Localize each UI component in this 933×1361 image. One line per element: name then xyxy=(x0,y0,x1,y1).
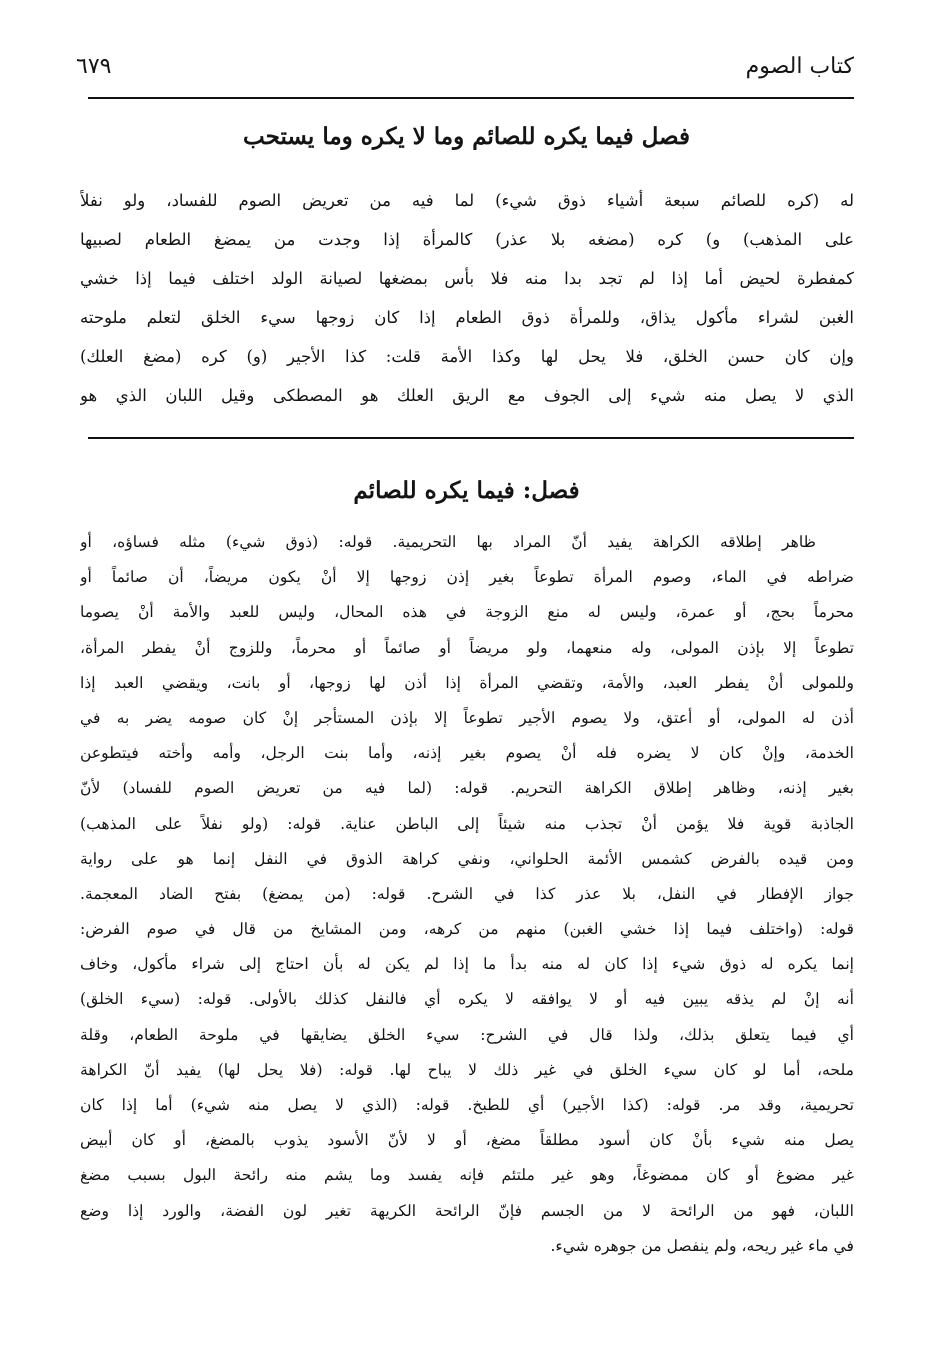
matn-heading: فصل فيما يكره للصائم وما لا يكره وما يستحب xyxy=(243,123,690,150)
sharh-line: غير مضوغ أو كان ممضوغاً، وهو غير ملتئم فإنه يفسد وما يشم منه رائحة البول بسبب مضغ xyxy=(80,1166,854,1185)
sharh-line: قوله: (واختلف فيما إذا خشي الغبن) منهم من كرهه، ومن المشايخ من قال في صوم الفرض: xyxy=(80,920,854,939)
matn-line: على المذهب) و) كره (مضغه بلا عذر) كالمرأة إذا وجدت من يمضغ الطعام لصبيها xyxy=(80,230,854,249)
sharh-line: في ماء غير ريحه، ولم ينفصل من جوهره شيء. xyxy=(550,1236,854,1255)
sharh-line: جواز الإفطار في النفل، بلا عذر كذا في الشرح. قوله: (من يمضغ) بفتح الضاد المعجمة. xyxy=(80,884,854,903)
running-header xyxy=(64,48,854,88)
header-divider xyxy=(88,97,854,99)
sharh-line: أي فيما يتعلق بذلك، ولذا قال في الشرح: سيء الخلق يضايقها في ملوحة الطعام، وقلة xyxy=(80,1025,854,1044)
sharh-line: إنما يكره له ذوق شيء إذا كان له منه بدأ ما إذا لم يكن له بأن احتاج إلى شراء مأكول، وخاف xyxy=(80,955,854,974)
sharh-line: يصل منه شيء بأنْ كان أسود مطلقاً مضغ، أو لا لأنّ الأسود يذوب بالمضغ، أو كان أبيض xyxy=(80,1131,854,1150)
sharh-line: الجاذبة قوية فلا يؤمن أنْ تجذب منه شيئاً إلى الباطن عناية. قوله: (ولو نفلاً على المذهب) xyxy=(80,814,854,833)
page-number: ٦٧٩ xyxy=(76,54,112,79)
sharh-line: أنه إنْ لم يذقه يبين فيه أو لا يوافقه لا يكره أي فالنفل كذلك بالأولى. قوله: (سيء الخلق) xyxy=(80,990,854,1009)
sharh-line: تطوعاً إلا بإذن المولى، وله منعهما، ولو مريضاً أو صائماً أو محرماً، وللزوج أنْ يفطر المرأة، xyxy=(80,638,854,657)
sharh-line: أذن له المولى، أو أعتق، ولا يصوم الأجير تطوعاً إلا بإذن المستأجر إنْ كان صومه يضر به في xyxy=(80,708,854,727)
sharh-line: تحريمية، وقد مر. قوله: (كذا الأجير) أي للطبخ. قوله: (الذي لا يصل منه شيء) أما إذا كان xyxy=(80,1096,854,1114)
sharh-line: الخدمة، وإنْ كان لا يضره فله أنْ يصوم بغير إذنه، وأما بنت الرجل، وأمه وأخته فيتطوعن xyxy=(80,744,854,763)
sharh-heading: فصل: فيما يكره للصائم xyxy=(353,477,580,504)
sharh-line: ضراطه في الماء، وصوم المرأة تطوعاً بغير إذن زوجها إلا أنْ يكون مريضاً، أن صائماً أو xyxy=(80,568,854,587)
sharh-line: ومن قيده بالفرض كشمس الأئمة الحلواني، ونفي كراهة الذوق في النفل إنما هو على رواية xyxy=(80,849,854,868)
sharh-line: وللمولى أنْ يفطر العبد، والأمة، وتقضي المرأة إذا أذن لها زوجها، أو بانت، ويقضي العبد إذا xyxy=(80,673,854,692)
matn-line: كمفطرة لحيض أما إذا لم تجد بدا منه فلا بأس بمضغها لصيانة الولد اختلف فيما إذا خشي xyxy=(80,269,854,288)
sharh-line: ملحه، أما لو كان سيء الخلق في غير ذلك لا يباح لها. قوله: (فلا يحل لها) يفيد أنّ الكراهة xyxy=(80,1060,854,1079)
sharh-text xyxy=(80,525,854,1264)
matn-text xyxy=(80,181,854,415)
book-title: كتاب الصوم xyxy=(745,54,854,79)
sharh-line: بغير إذنه، وظاهر إطلاق الكراهة التحريم. قوله: (لما فيه من تعريض الصوم للفساد) لأنّ xyxy=(80,779,854,798)
sharh-line: محرماً بحج، أو عمرة، وليس له منع الزوجة في هذه المحال، وليس للعبد والأمة أنْ يصوما xyxy=(80,603,854,622)
matn-line: له (كره للصائم سبعة أشياء ذوق شيء) لما فيه من تعريض الصوم للفساد، ولو نفلاً xyxy=(80,191,854,210)
section-divider xyxy=(88,437,854,439)
sharh-line: ظاهر إطلاقه الكراهة يفيد أنّ المراد بها التحريمية. قوله: (ذوق شيء) مثله فساؤه، أو xyxy=(80,533,816,551)
matn-line: وإن كان حسن الخلق، فلا يحل لها وكذا الأمة قلت: كذا الأجير (و) كره (مضغ العلك) xyxy=(80,347,854,366)
sharh-line: اللبان، فهو من الرائحة لا من الجسم فإنّ الرائحة الكريهة تغير لون الفضة، والورد إذا وضع xyxy=(80,1201,854,1220)
matn-line: الذي لا يصل منه شيء إلى الجوف مع الريق العلك هو المصطكى وقيل اللبان الذي هو xyxy=(80,386,854,405)
matn-line: الغبن لشراء مأكول يذاق، وللمرأة ذوق الطعام إذا كان زوجها سيء الخلق لتعلم ملوحته xyxy=(80,308,854,327)
